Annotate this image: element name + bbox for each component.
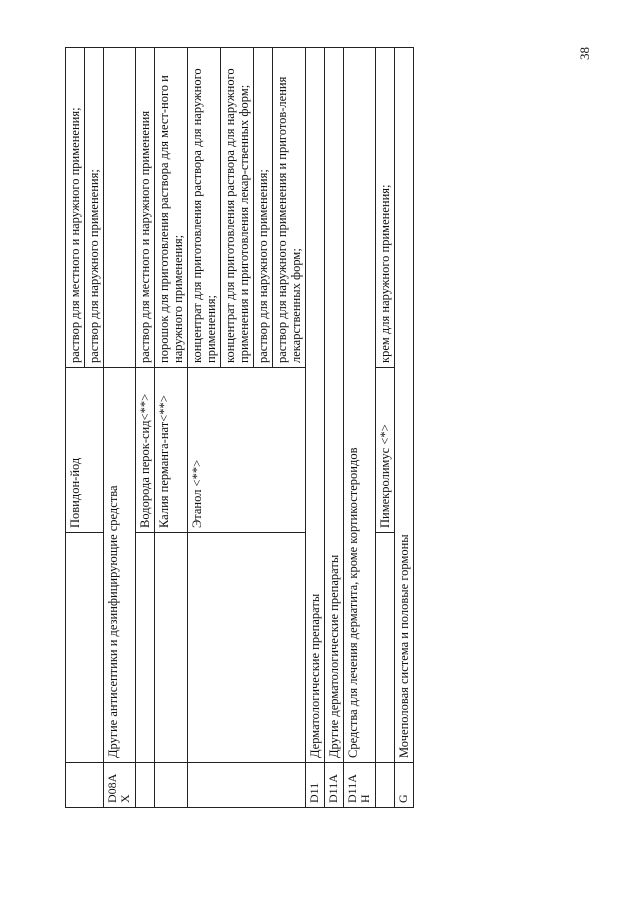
- drug-name-cell: Этанол <**>: [187, 368, 305, 533]
- dosage-form-cell: концентрат для приготовления раствора для наружного применения и приготовления лекар-ственных форм;: [220, 48, 253, 368]
- rotated-table-container: [65, 48, 580, 808]
- drug-name-cell: Калия перманга-нат<**>: [154, 368, 187, 533]
- code-cell: [187, 763, 305, 808]
- table-row: [66, 48, 85, 808]
- code-cell: [66, 763, 104, 808]
- dosage-form-cell: раствор для наружного применения и приготов-ления лекарственных форм;: [272, 48, 305, 368]
- group-name-cell: Средства для лечения дерматита, кроме кортикостероидов: [343, 48, 375, 763]
- drug-name-cell: Водорода перок-сид<**>: [135, 368, 154, 533]
- atc-code-cell: D11: [305, 763, 324, 808]
- atc-code-cell: D08AX: [104, 763, 136, 808]
- group-cell: [187, 533, 305, 763]
- group-name-cell: Другие дерматологические препараты: [324, 48, 343, 763]
- code-cell: [135, 763, 154, 808]
- table-row: [343, 48, 375, 808]
- drug-name-cell: Пимекролимус <*>: [375, 368, 394, 533]
- atc-code-cell: D11A: [324, 763, 343, 808]
- table-row: [324, 48, 343, 808]
- dosage-form-cell: крем для наружного применения;: [375, 48, 394, 368]
- code-cell: [375, 763, 394, 808]
- table-row: [187, 48, 220, 808]
- drug-name-cell: Повидон-йод: [66, 368, 104, 533]
- group-name-cell: Дерматологические препараты: [305, 48, 324, 763]
- atc-code-cell: G: [394, 763, 413, 808]
- table-row: [154, 48, 187, 808]
- group-name-cell: Другие антисептики и дезинфицирующие средства: [104, 368, 136, 763]
- dosage-form-cell: раствор для местного и наружного применения: [135, 48, 154, 368]
- dosage-form-cell: раствор для наружного применения;: [253, 48, 272, 368]
- group-name-cell: Мочеполовая система и половые гормоны: [394, 48, 413, 763]
- code-cell: [154, 763, 187, 808]
- group-cell: [375, 533, 394, 763]
- drug-classification-table: [65, 47, 414, 808]
- group-cell: [154, 533, 187, 763]
- dosage-form-cell: порошок для приготовления раствора для мест-ного и наружного применения;: [154, 48, 187, 368]
- atc-code-cell: D11AH: [343, 763, 375, 808]
- table-row: [104, 48, 136, 808]
- dosage-form-cell: раствор для местного и наружного применения;: [66, 48, 85, 368]
- group-cell: [66, 533, 104, 763]
- dosage-form-cell: концентрат для приготовления раствора для наружного применения;: [187, 48, 220, 368]
- table-row: [305, 48, 324, 808]
- dosage-form-cell: раствор для наружного применения;: [85, 48, 104, 368]
- dosage-form-cell: [104, 48, 136, 368]
- group-cell: [135, 533, 154, 763]
- table-row: [394, 48, 413, 808]
- table-row: [375, 48, 394, 808]
- table-row: [135, 48, 154, 808]
- page-number: 38: [577, 47, 592, 60]
